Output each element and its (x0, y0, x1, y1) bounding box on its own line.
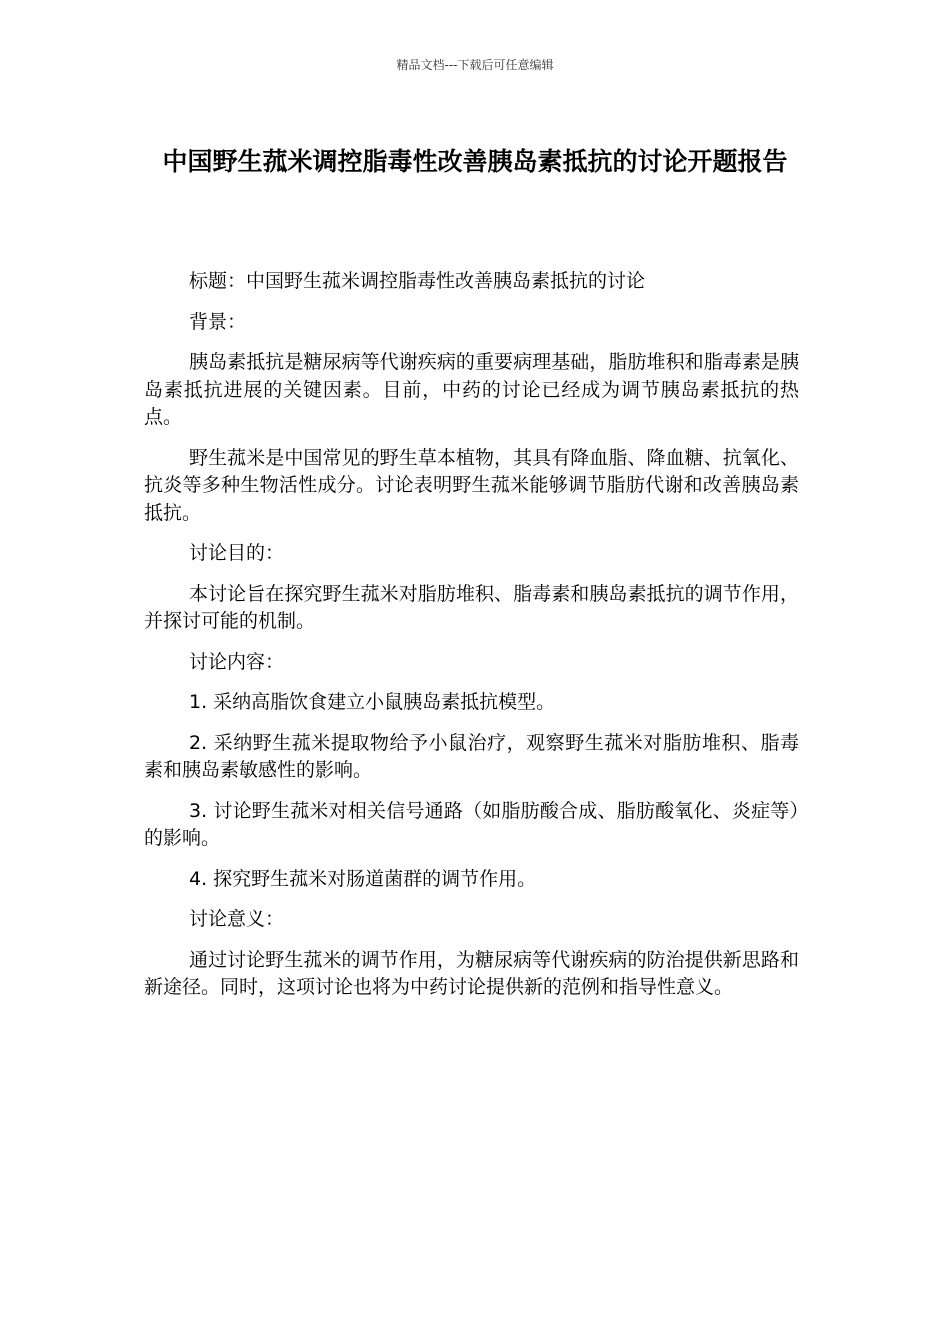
list-item-content-3: 3. 讨论野生菰米对相关信号通路（如脂肪酸合成、脂肪酸氧化、炎症等）的影响。 (144, 799, 799, 849)
document-title: 中国野生菰米调控脂毒性改善胰岛素抵抗的讨论开题报告 (162, 147, 788, 176)
paragraph-background-1: 胰岛素抵抗是糖尿病等代谢疾病的重要病理基础，脂肪堆积和脂毒素是胰岛素抵抗进展的关键因素。目前，中药的讨论已经成为调节胰岛素抵抗的热点。 (144, 351, 799, 428)
paragraph-significance: 通过讨论野生菰米的调节作用，为糖尿病等代谢疾病的防治提供新思路和新途径。同时，这项讨论也将为中药讨论提供新的范例和指导性意义。 (144, 948, 799, 998)
list-item-content-4: 4. 探究野生菰米对肠道菌群的调节作用。 (189, 867, 537, 890)
paragraph-purpose: 本讨论旨在探究野生菰米对脂肪堆积、脂毒素和胰岛素抵抗的调节作用，并探讨可能的机制。 (144, 582, 799, 632)
list-item-content-1: 1. 采纳高脂饮食建立小鼠胰岛素抵抗模型。 (189, 691, 556, 713)
list-item-content-2: 2. 采纳野生菰米提取物给予小鼠治疗，观察野生菰米对脂肪堆积、脂毒素和胰岛素敏感性的影响。 (144, 731, 799, 781)
paragraph-purpose-heading: 讨论目的： (189, 542, 285, 564)
page-header-note: 精品文档---下载后可任意编辑 (396, 58, 554, 72)
paragraph-background-heading: 背景： (189, 310, 247, 333)
paragraph-subject: 标题：中国野生菰米调控脂毒性改善胰岛素抵抗的讨论 (189, 270, 646, 292)
paragraph-content-heading: 讨论内容： (189, 650, 285, 673)
paragraph-significance-heading: 讨论意义： (189, 908, 285, 930)
document-body (144, 268, 799, 1015)
paragraph-background-2: 野生菰米是中国常见的野生草本植物，其具有降血脂、降血糖、抗氧化、抗炎等多种生物活性成分。讨论表明野生菰米能够调节脂肪代谢和改善胰岛素抵抗。 (144, 446, 799, 524)
